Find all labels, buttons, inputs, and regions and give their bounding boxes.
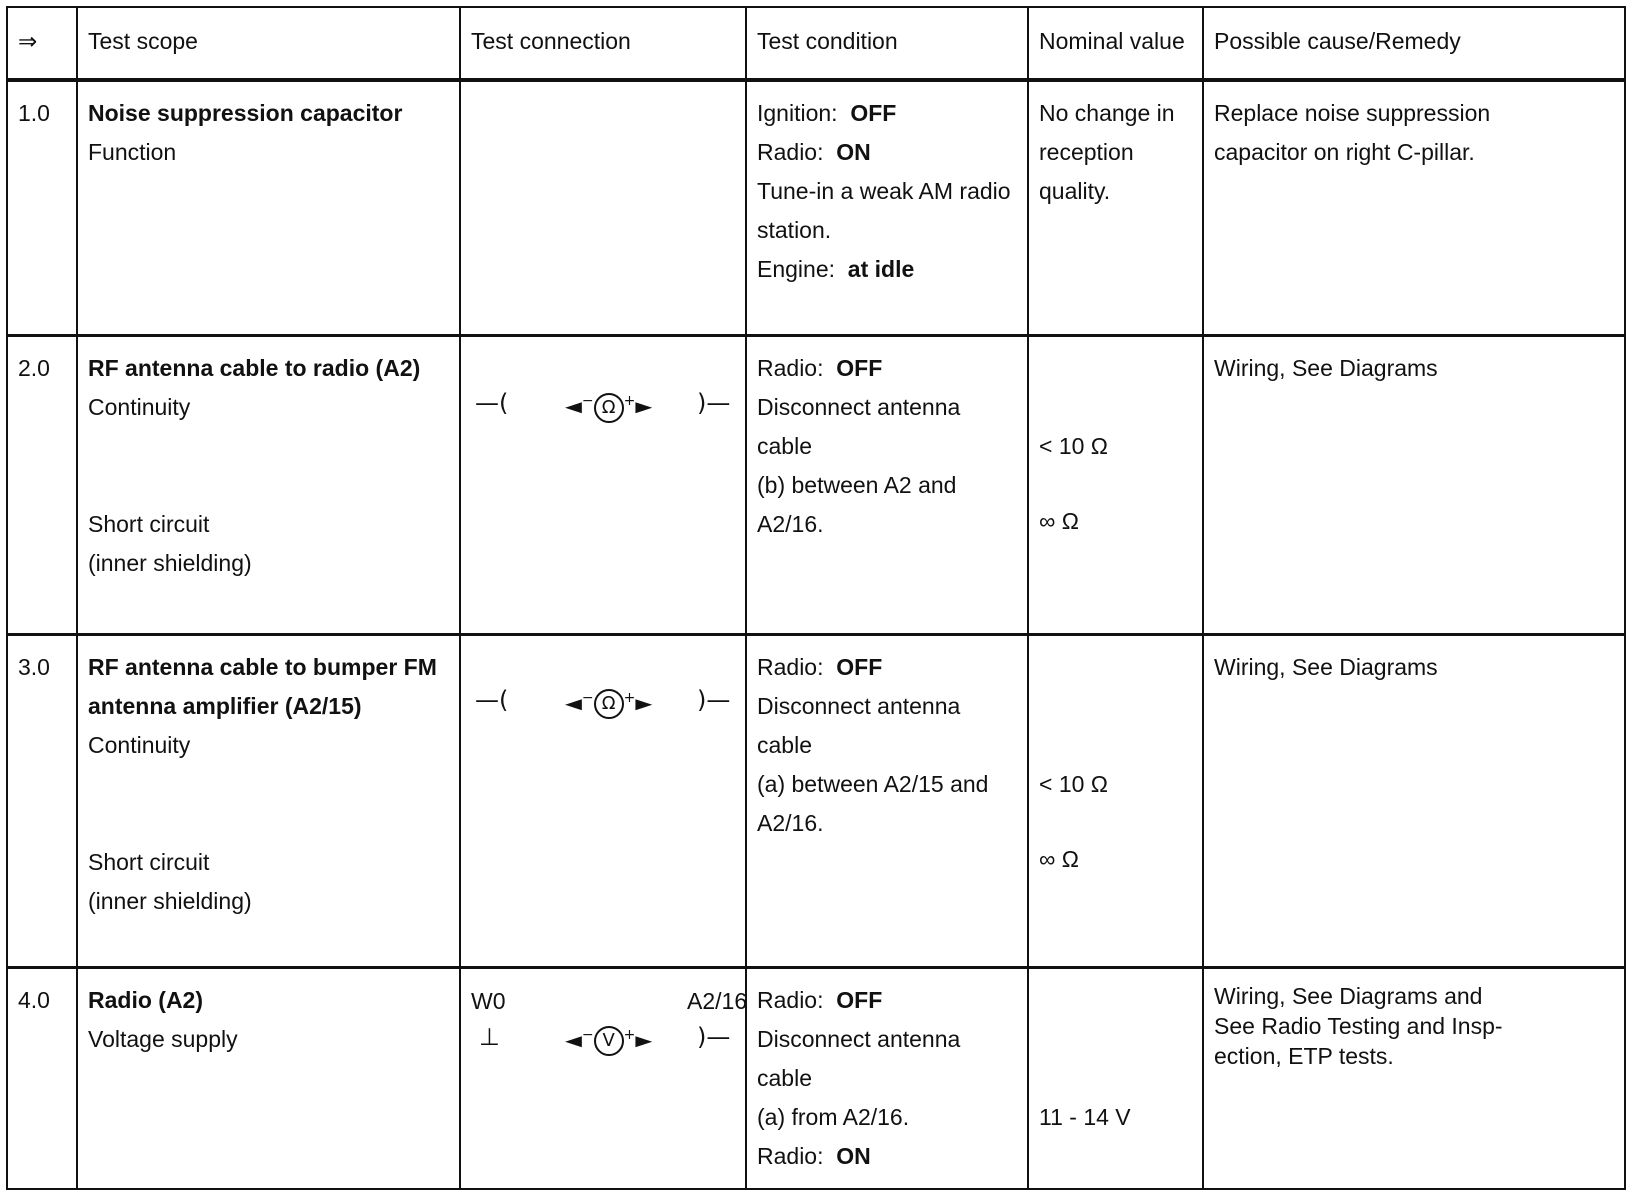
row-number: 2.0 — [7, 336, 77, 635]
nominal-value-cell: < 10 Ω ∞ Ω — [1028, 336, 1203, 635]
test-scope-cell: RF antenna cable to bumper FM antenna amplifier (A2/15) Continuity Short circuit (inner shielding) — [77, 634, 460, 967]
table-row — [7, 336, 1625, 635]
header-nominal-value: Nominal value — [1028, 7, 1203, 80]
test-scope-cell — [77, 967, 460, 1189]
ground-icon: ⊥ — [479, 1022, 500, 1051]
row-number: 3.0 — [7, 634, 77, 967]
connector-right-icon: )— — [697, 1022, 731, 1051]
test-connection-cell — [460, 80, 746, 336]
row-number: 1.0 — [7, 80, 77, 336]
test-connection-cell — [460, 967, 746, 1189]
header-test-scope: Test scope — [77, 7, 460, 80]
scope-sub: Function — [88, 138, 177, 165]
scope-title: RF antenna cable to bumper FM — [88, 653, 437, 680]
connector-right-icon: )— — [697, 685, 731, 714]
nominal-value-cell: < 10 Ω ∞ Ω — [1028, 634, 1203, 967]
test-condition-cell: Radio: OFF Disconnect antenna cable (b) between A2 and A2/16. — [746, 336, 1028, 635]
voltmeter-icon: ◄− V +► — [565, 1021, 652, 1056]
connector-left-icon: —( — [475, 685, 509, 714]
test-condition-cell: Radio: OFF Disconnect antenna cable (a) from A2/16. Radio: ON — [746, 967, 1028, 1189]
arrow-icon: ⇒ — [18, 28, 38, 54]
scope-title-cont: antenna amplifier (A2/15) — [88, 692, 362, 719]
header-remedy: Possible cause/Remedy — [1203, 7, 1625, 80]
table-row — [7, 634, 1625, 967]
test-scope-cell: RF antenna cable to radio (A2) Continuity Short circuit (inner shielding) — [77, 336, 460, 635]
scope-sub: Voltage supply — [88, 1025, 238, 1052]
remedy-cell: Wiring, See Diagrams — [1203, 634, 1625, 967]
header-test-connection: Test connection — [460, 7, 746, 80]
scope-sub: Continuity — [88, 731, 191, 758]
connector-left-icon: —( — [475, 389, 509, 418]
terminal-w0-label: W0 — [471, 987, 506, 1014]
test-connection-cell — [460, 634, 746, 967]
scope-title: Radio (A2) — [88, 986, 203, 1013]
nominal-value-cell: 11 - 14 V — [1028, 967, 1203, 1189]
test-scope-cell — [77, 80, 460, 336]
row-number: 4.0 — [7, 967, 77, 1189]
connector-right-icon: )— — [697, 389, 731, 418]
scope-sub: Continuity — [88, 394, 191, 421]
table-row — [7, 80, 1625, 336]
ohmmeter-icon: ◄− Ω +► — [565, 387, 652, 422]
header-arrow — [7, 7, 77, 80]
header-row — [7, 7, 1625, 80]
test-condition-cell: Ignition: OFF Radio: ON Tune-in a weak AM radio station. Engine: at idle — [746, 80, 1028, 336]
nominal-value-cell: No change in reception quality. — [1028, 80, 1203, 336]
ohmmeter-icon: ◄− Ω +► — [565, 684, 652, 719]
remedy-cell: Wiring, See Diagrams — [1203, 336, 1625, 635]
scope-title: RF antenna cable to radio (A2) — [88, 355, 421, 382]
remedy-cell: Replace noise suppression capacitor on right C-pillar. — [1203, 80, 1625, 336]
terminal-a2-16-label: A2/16 — [687, 987, 748, 1014]
test-table — [6, 6, 1626, 1190]
test-condition-cell: Radio: OFF Disconnect antenna cable (a) between A2/15 and A2/16. — [746, 634, 1028, 967]
table-row — [7, 967, 1625, 1189]
remedy-cell: Wiring, See Diagrams and See Radio Testing and Insp- ection, ETP tests. — [1203, 967, 1625, 1189]
test-connection-cell — [460, 336, 746, 635]
scope-title: Noise suppression capacitor — [88, 99, 403, 126]
header-test-condition: Test condition — [746, 7, 1028, 80]
